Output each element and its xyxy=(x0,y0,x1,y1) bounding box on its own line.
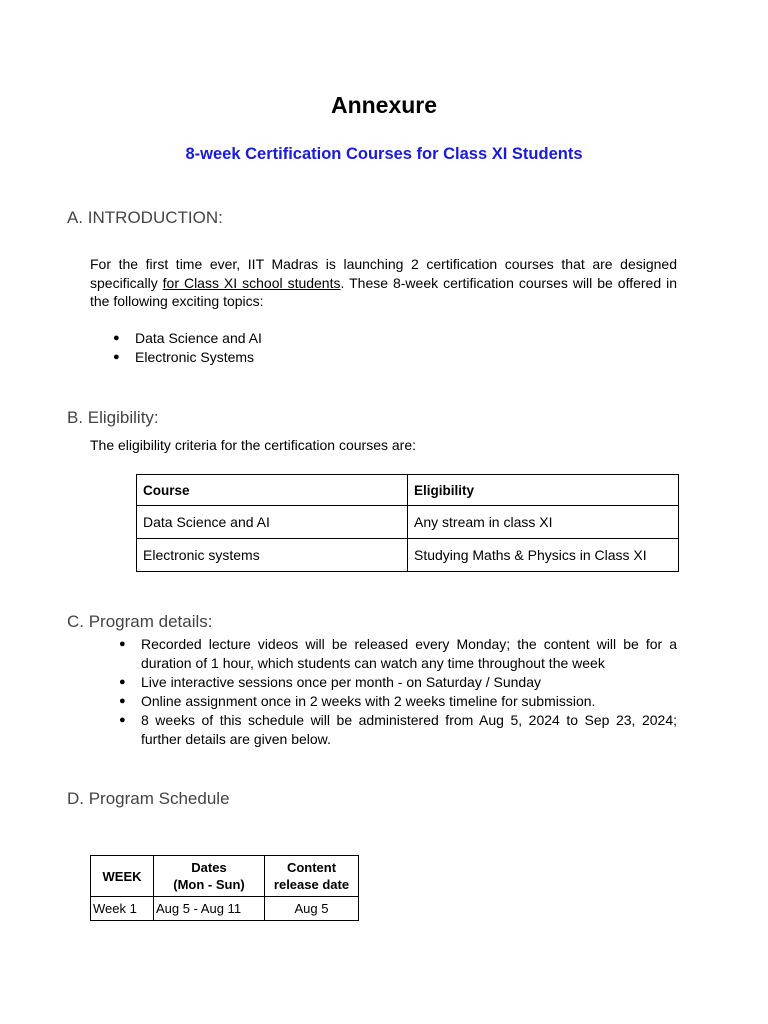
table-cell: Data Science and AI xyxy=(137,506,408,539)
table-row xyxy=(137,539,679,572)
introduction-heading: A. INTRODUCTION: xyxy=(67,208,223,227)
column-header-eligibility: Eligibility xyxy=(408,475,679,506)
introduction-paragraph xyxy=(90,255,677,311)
schedule-table xyxy=(90,855,359,921)
intro-text-underlined: for Class XI school students xyxy=(162,274,341,291)
list-item xyxy=(113,348,673,367)
list-item xyxy=(119,635,677,673)
bullet-icon: ● xyxy=(119,638,126,650)
program-details-list xyxy=(119,635,677,749)
list-item xyxy=(113,329,673,348)
bullet-icon: ● xyxy=(113,332,120,344)
bullet-icon: ● xyxy=(113,351,120,363)
topic-label: Data Science and AI xyxy=(135,330,262,346)
header-line: release date xyxy=(273,877,350,892)
detail-text: Live interactive sessions once per month - on Saturday / Sunday xyxy=(141,674,541,690)
table-header-row xyxy=(137,475,679,506)
list-item xyxy=(119,673,677,692)
column-header-dates xyxy=(154,856,265,897)
table-cell: Studying Maths & Physics in Class XI xyxy=(408,539,679,572)
eligibility-intro: The eligibility criteria for the certification courses are: xyxy=(90,437,417,453)
intro-text-start: For the first time ever, IIT Madras is launching 2 certification courses that are designed specifically xyxy=(90,256,677,291)
bullet-icon: ● xyxy=(119,676,126,688)
table-cell: Aug 5 - Aug 11 xyxy=(154,897,265,921)
topics-list xyxy=(113,329,673,367)
header-line: Dates xyxy=(191,860,227,875)
table-header-row xyxy=(91,856,359,897)
header-line: Content xyxy=(286,860,337,875)
intro-text-end: . These 8-week certification courses will be offered in the following exciting topics: xyxy=(90,274,677,309)
eligibility-heading: B. Eligibility: xyxy=(67,408,159,427)
table-row xyxy=(137,506,679,539)
detail-text: 8 weeks of this schedule will be administered from Aug 5, 2024 to Sep 23, 2024; further details are given below. xyxy=(141,712,677,747)
program-schedule-heading: D. Program Schedule xyxy=(67,789,230,808)
eligibility-table xyxy=(136,474,679,572)
topic-label: Electronic Systems xyxy=(135,349,255,365)
column-header-course: Course xyxy=(137,475,408,506)
list-item xyxy=(119,711,677,749)
program-details-heading: C. Program details: xyxy=(67,612,213,631)
header-line: (Mon - Sun) xyxy=(173,877,245,892)
column-header-content-release xyxy=(265,856,359,897)
column-header-week: WEEK xyxy=(91,856,154,897)
document-title: Annexure xyxy=(330,92,438,118)
list-item xyxy=(119,692,677,711)
table-cell: Electronic systems xyxy=(137,539,408,572)
table-cell: Any stream in class XI xyxy=(408,506,679,539)
table-row xyxy=(91,897,359,921)
bullet-icon: ● xyxy=(119,695,126,707)
bullet-icon: ● xyxy=(119,714,126,726)
table-cell: Week 1 xyxy=(91,897,154,921)
detail-text: Online assignment once in 2 weeks with 2 weeks timeline for submission. xyxy=(141,693,596,709)
document-subtitle: 8-week Certification Courses for Class XI Students xyxy=(185,145,583,163)
table-cell: Aug 5 xyxy=(265,897,359,921)
detail-text: Recorded lecture videos will be released every Monday; the content will be for a duration of 1 hour, which students can watch any time throughout the week xyxy=(141,636,677,671)
